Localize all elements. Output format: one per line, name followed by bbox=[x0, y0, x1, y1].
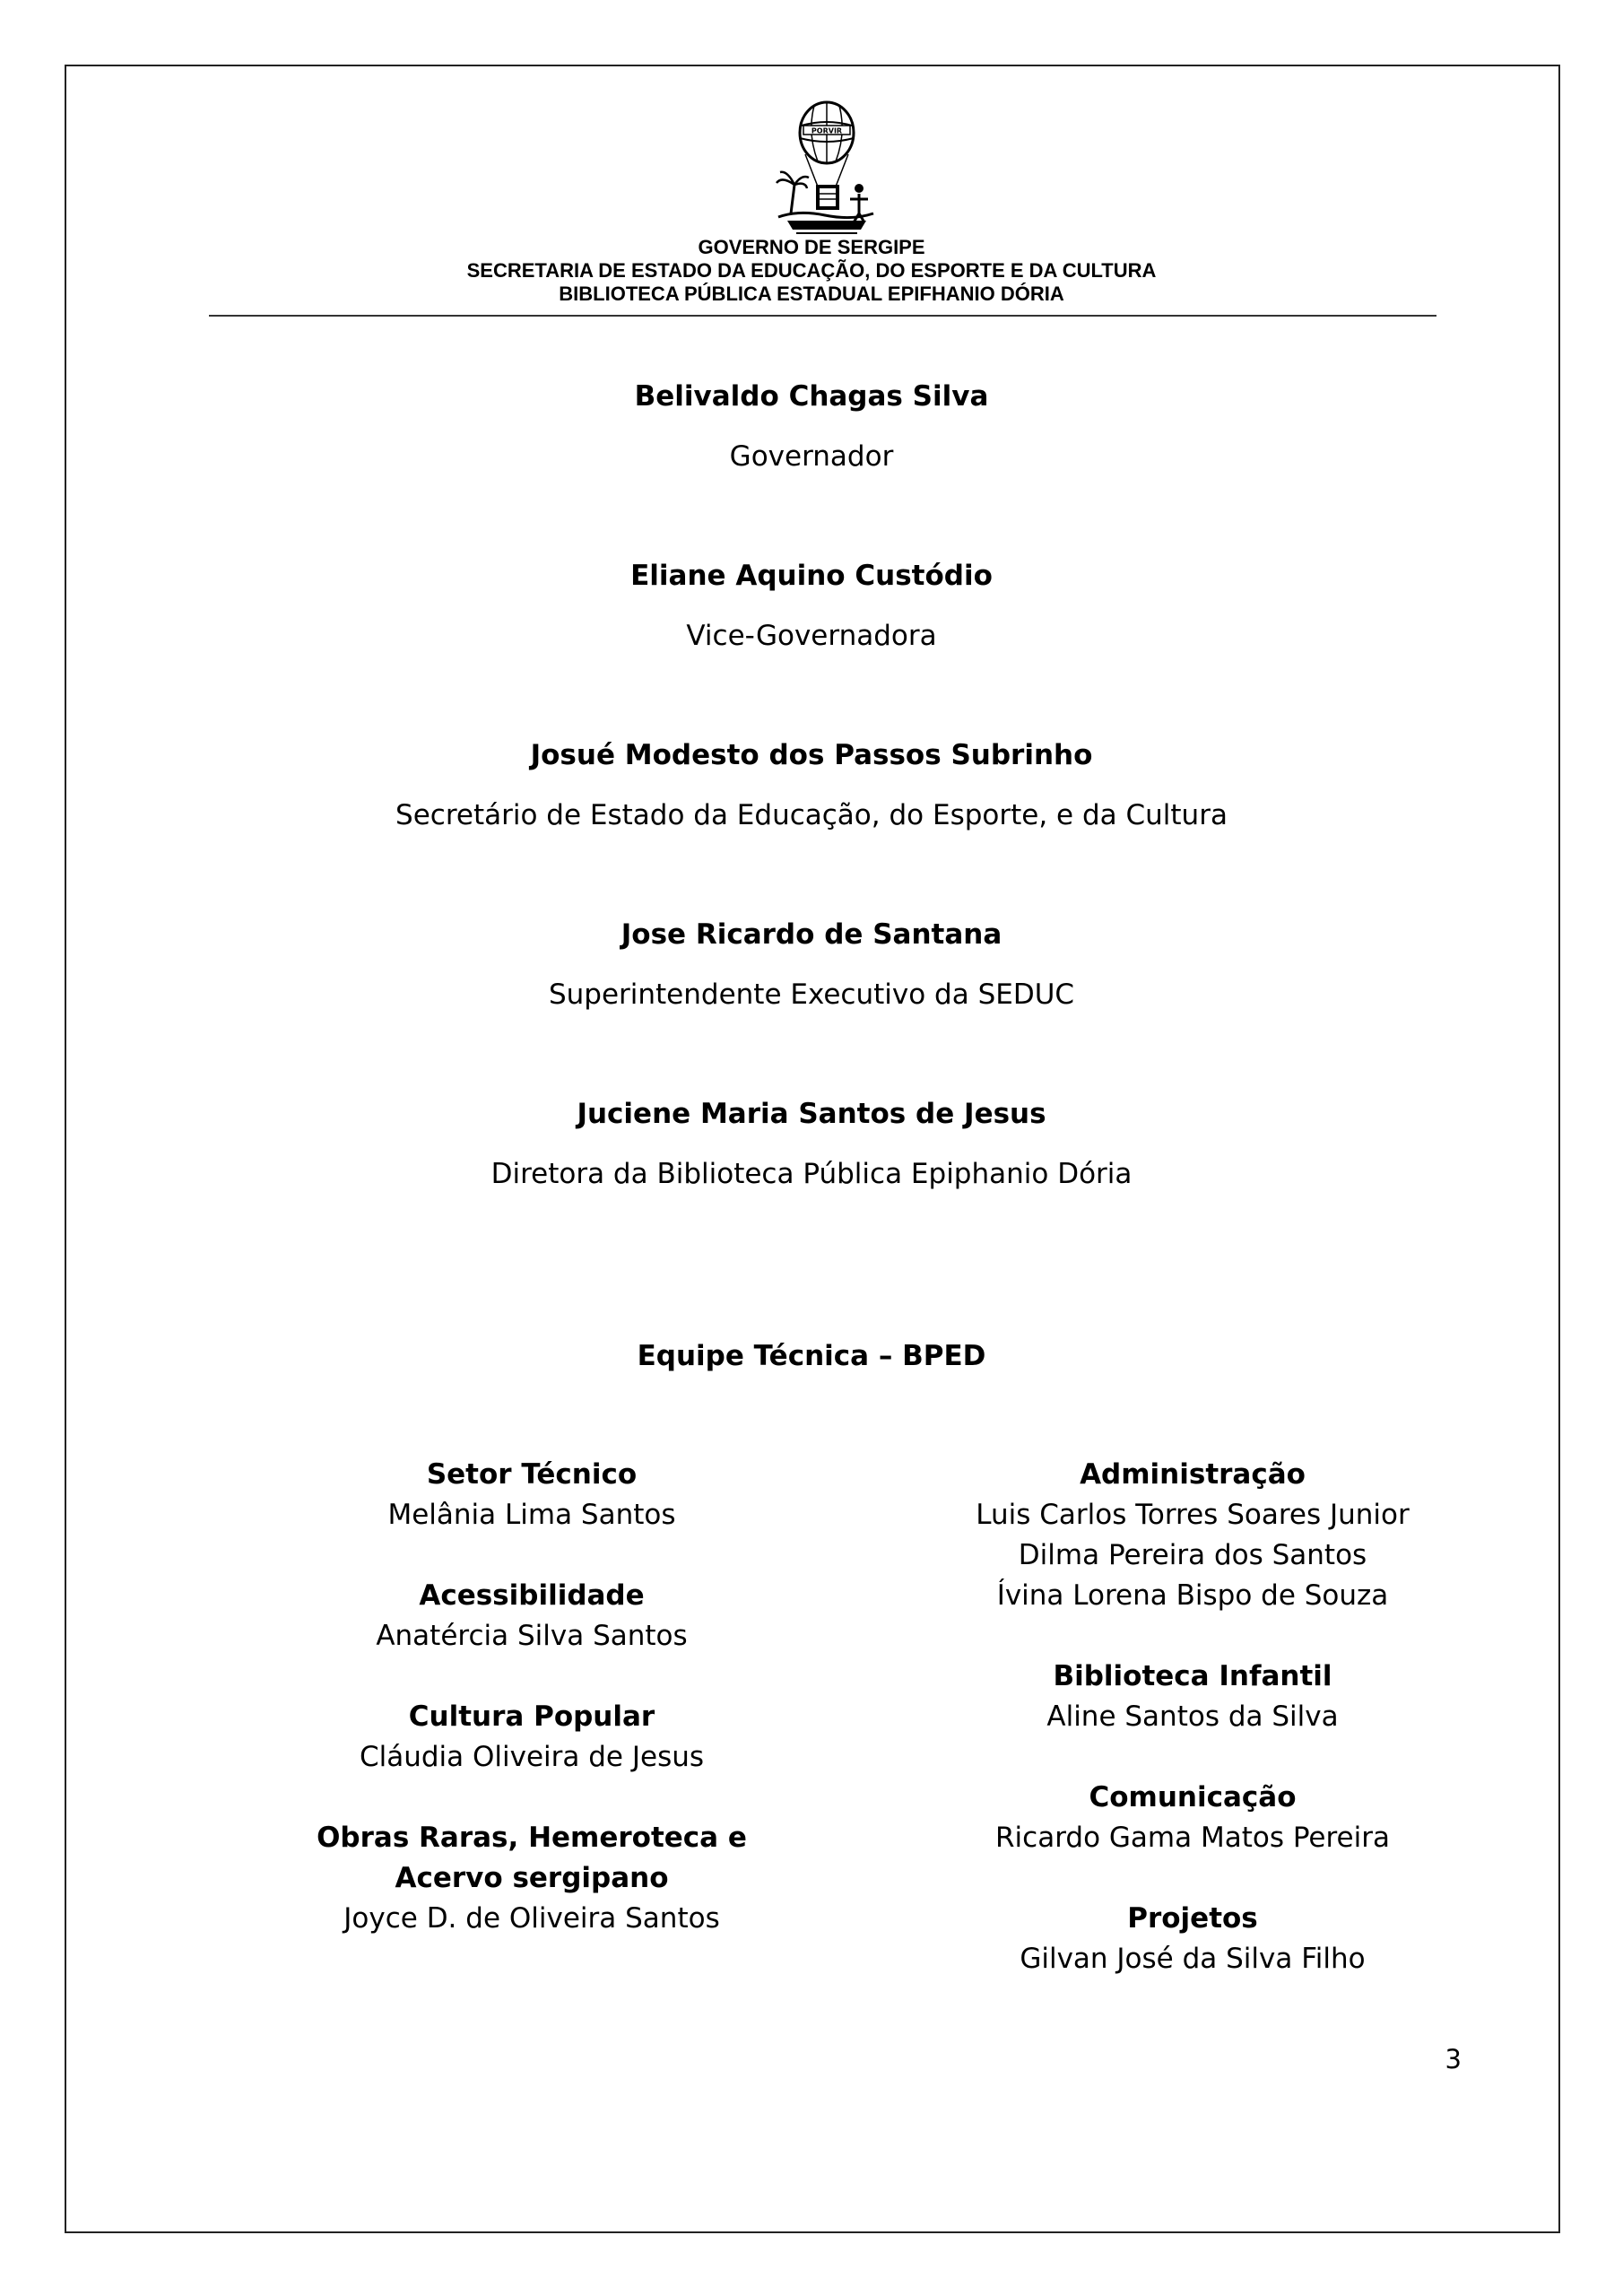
official-role: Governador bbox=[729, 440, 894, 473]
emblem-motto: PORVIR bbox=[811, 126, 843, 135]
sector-title: Biblioteca Infantil bbox=[1053, 1660, 1332, 1692]
sector-title: Administração bbox=[1080, 1458, 1306, 1491]
official-role: Diretora da Biblioteca Pública Epiphanio Dória bbox=[490, 1158, 1133, 1190]
official-role: Secretário de Estado da Educação, do Esporte, e da Cultura bbox=[395, 799, 1228, 831]
team-left-column bbox=[263, 1455, 801, 1979]
sector-accessibility bbox=[263, 1576, 801, 1657]
sector-member: Melânia Lima Santos bbox=[387, 1499, 676, 1531]
official-role: Superintendente Executivo da SEDUC bbox=[548, 978, 1075, 1011]
sector-popular-culture bbox=[263, 1697, 801, 1778]
sector-title: Comunicação bbox=[1089, 1781, 1297, 1813]
header-government: GOVERNO DE SERGIPE bbox=[698, 236, 925, 258]
sector-member: Anatércia Silva Santos bbox=[376, 1620, 688, 1652]
sector-technical bbox=[263, 1455, 801, 1535]
sector-title: Projetos bbox=[1127, 1902, 1258, 1935]
official-superintendent bbox=[0, 915, 1623, 1014]
sector-member: Joyce D. de Oliveira Santos bbox=[343, 1902, 720, 1935]
sector-administration bbox=[924, 1455, 1462, 1616]
sector-title-line-2: Acervo sergipano bbox=[395, 1862, 669, 1894]
team-title: Equipe Técnica – BPED bbox=[637, 1340, 986, 1372]
sector-member: Dilma Pereira dos Santos bbox=[1018, 1539, 1367, 1571]
sector-member: Cláudia Oliveira de Jesus bbox=[359, 1741, 705, 1773]
sector-member: Luis Carlos Torres Soares Junior bbox=[976, 1499, 1410, 1531]
sector-rare-works bbox=[263, 1818, 801, 1939]
sector-member: Ívina Lorena Bispo de Souza bbox=[996, 1579, 1389, 1612]
header-secretariat: SECRETARIA DE ESTADO DA EDUCAÇÃO, DO ESPORTE E DA CULTURA bbox=[466, 259, 1157, 282]
official-name: Jose Ricardo de Santana bbox=[621, 918, 1002, 951]
official-name: Belivaldo Chagas Silva bbox=[634, 380, 989, 413]
official-director bbox=[0, 1094, 1623, 1194]
official-name: Juciene Maria Santos de Jesus bbox=[577, 1098, 1046, 1130]
sector-title-line-1: Obras Raras, Hemeroteca e bbox=[317, 1822, 747, 1854]
official-vice-governor bbox=[0, 556, 1623, 656]
state-emblem-icon bbox=[771, 99, 879, 238]
header-divider bbox=[209, 315, 1436, 317]
page-number: 3 bbox=[1445, 2044, 1462, 2074]
sector-member: Aline Santos da Silva bbox=[1046, 1700, 1339, 1733]
header-library: BIBLIOTECA PÚBLICA ESTADUAL EPIFHANIO DÓRIA bbox=[559, 283, 1064, 305]
official-role: Vice-Governadora bbox=[686, 620, 937, 652]
sector-title: Setor Técnico bbox=[426, 1458, 638, 1491]
sector-member: Ricardo Gama Matos Pereira bbox=[995, 1822, 1390, 1854]
sector-title: Acessibilidade bbox=[419, 1579, 645, 1612]
official-name: Eliane Aquino Custódio bbox=[630, 560, 993, 592]
official-governor bbox=[0, 377, 1623, 476]
team-right-column bbox=[924, 1455, 1462, 2020]
sector-projects bbox=[924, 1899, 1462, 1979]
sector-member: Gilvan José da Silva Filho bbox=[1020, 1943, 1366, 1975]
official-name: Josué Modesto dos Passos Subrinho bbox=[530, 739, 1093, 771]
sector-children-library bbox=[924, 1657, 1462, 1737]
sector-title: Cultura Popular bbox=[408, 1700, 655, 1733]
sector-communication bbox=[924, 1778, 1462, 1858]
official-secretary bbox=[0, 735, 1623, 835]
